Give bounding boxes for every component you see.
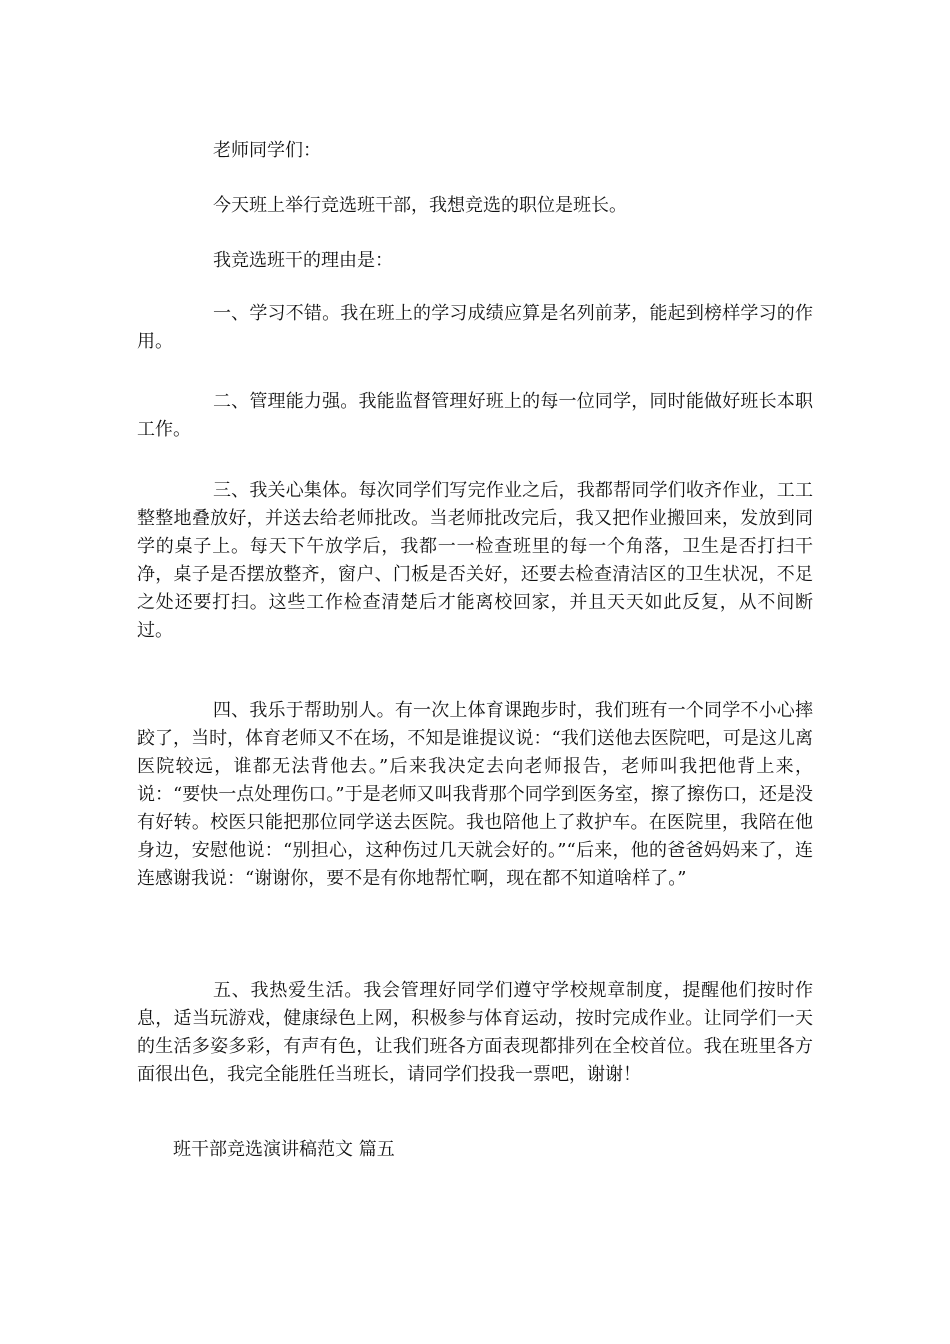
paragraph-reasons-lead: 我竞选班干的理由是：	[213, 250, 393, 271]
section-heading: 班干部竞选演讲稿范文 篇五	[173, 1139, 395, 1160]
paragraph-reason-1: 一、学习不错。我在班上的学习成绩应算是名列前茅，能起到榜样学习的作用。	[137, 303, 813, 352]
paragraph-reason-5: 五、我热爱生活。我会管理好同学们遵守学校规章制度，提醒他们按时作息，适当玩游戏，健康绿色上网，积极参与体育运动，按时完成作业。让同学们一天的生活多姿多彩，有声有色，让我们班各方面表现都排列在全校首位。我在班里各方面很出色，我完全能胜任当班长，请同学们投我一票吧，谢谢！	[137, 980, 813, 1085]
paragraph-intro: 今天班上举行竞选班干部，我想竞选的职位是班长。	[213, 195, 627, 216]
paragraph-reason-3: 三、我关心集体。每次同学们写完作业之后，我都帮同学们收齐作业，工工整整地叠放好，并送去给老师批改。当老师批改完后，我又把作业搬回来，发放到同学的桌子上。每天下午放学后，我都一一检查班里的每一个角落，卫生是否打扫干净，桌子是否摆放整齐，窗户、门板是否关好，还要去检查清洁区的卫生状况，不足之处还要打扫。这些工作检查清楚后才能离校回家，并且天天如此反复，从不间断过。	[137, 480, 813, 641]
paragraph-greeting: 老师同学们：	[213, 140, 321, 161]
paragraph-reason-4: 四、我乐于帮助别人。有一次上体育课跑步时，我们班有一个同学不小心摔跤了，当时，体育老师又不在场，不知是谁提议说：“我们送他去医院吧，可是这儿离医院较远，谁都无法背他去。”后来我决定去向老师报告，老师叫我把他背上来，说：“要快一点处理伤口。”于是老师又叫我背那个同学到医务室，擦了擦伤口，还是没有好转。校医只能把那位同学送去医院。我也陪他上了救护车。在医院里，我陪在他身边，安慰他说：“别担心，这种伤过几天就会好的。”“后来，他的爸爸妈妈来了，连连感谢我说：“谢谢你，要不是有你地帮忙啊，现在都不知道啥样了。”	[137, 700, 813, 889]
paragraph-reason-2: 二、管理能力强。我能监督管理好班上的每一位同学，同时能做好班长本职工作。	[137, 391, 813, 440]
